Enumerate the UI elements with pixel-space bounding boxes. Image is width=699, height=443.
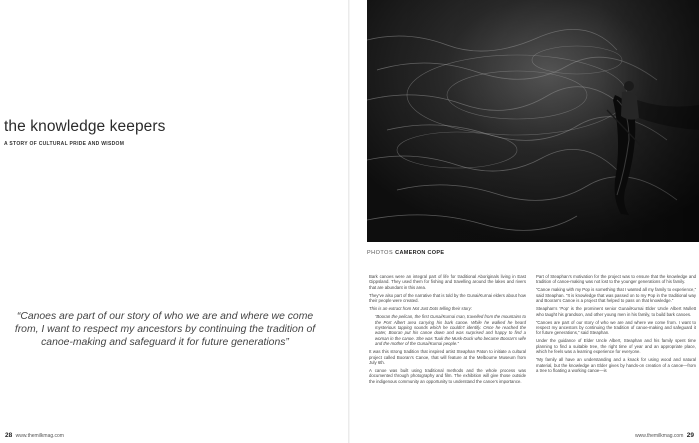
canoe-river-photo — [367, 0, 699, 242]
paragraph: “Canoes are part of our story of who we are and where we come from. I want to respect my ancestors by continuing the tradition of canoe-making and safeguard it for future generations,” said Steaphan. — [536, 319, 696, 336]
paragraph: Bark canoes were an integral part of life for traditional Aboriginals living in East Gippsland. They used them for fishing and travelling around the lakes and rivers that are abundant in this area. — [369, 274, 526, 290]
paragraph: Part of Steaphan’s motivation for the project was to ensure that the knowledge and tradition of canoe-making was not lost to the younger generations of his family. — [536, 274, 696, 285]
right-site-link[interactable]: www.themilkmag.com — [635, 433, 684, 439]
left-site-link[interactable]: www.themilkmag.com — [15, 433, 64, 439]
canoe-river-photo-art — [367, 0, 699, 242]
body-column-2 — [536, 274, 696, 376]
photo-credit-name: CAMERON COPE — [395, 250, 445, 256]
paragraph: Under the guidance of Elder Uncle Albert, Steaphan and his family spent time planning to find a suitable tree, the right time of year and an appropriate place, which he feels was a learning experience for everyone. — [536, 338, 696, 355]
paragraph: Steaphan’s ‘Pop’ is the prominent senior Gunai/Kurnai Elder Uncle Albert Mullett who taught his grandson, and other young men in his family, to build bark canoes. — [536, 306, 696, 317]
paragraph: This is an extract from Not Just Dots telling their story: — [369, 306, 472, 312]
body-column-1 — [369, 274, 526, 387]
right-folio — [635, 432, 696, 439]
paragraph: “My family all have an understanding and a knack for using wood and natural material, but the knowledge an Elder gives by hands-on creation of a canoe—from a tree to floating a working canoe—is — [536, 357, 696, 374]
right-page-number: 29 — [686, 432, 694, 439]
right-page — [350, 0, 699, 443]
left-page-number: 28 — [5, 432, 13, 439]
left-page — [0, 0, 349, 443]
article-subtitle: A STORY OF CULTURAL PRIDE AND WISDOM — [4, 141, 125, 147]
photo-credit — [367, 250, 444, 256]
paragraph: A canoe was built using traditional methods and the whole process was documented through photography and film. The exhibition will give those outside the indigenous community an opportunity to understand the canoe’s importance. — [369, 368, 526, 384]
pull-quote: “Canoes are part of our story of who we are and where we come from, I want to respect my ancestors by continuing the tradition of canoe-making and safeguard it for future generations” — [14, 311, 316, 348]
paragraph: It was this strong tradition that inspired artist Steaphan Paton to initiate a cultural project called Booran’s Canoe, that will feature at the Melbourne Museum from July 6th. — [369, 349, 526, 366]
article-title: the knowledge keepers — [4, 118, 166, 135]
paragraph: They’ve also part of the narrative that is told by the Gunai/Kurnai elders about how their people were created. — [369, 292, 526, 304]
left-folio — [3, 432, 64, 439]
photo-credit-label: PHOTOS — [367, 250, 394, 256]
paragraph: “Canoe making with my Pop is something that I wanted all my family to experience,” said Steaphan. “It is knowledge that was passed on to my Pop in the traditional way and Booran’s Canoe is a project that helped to pass on that knowledge.” — [536, 287, 696, 304]
excerpt-paragraph: “Booran the pelican, the first Gunai/Kurnai man, travelled from the mountains to the Port Albert area carrying his bark canoe. While he walked he heard mysterious tapping sounds which he couldn’t identify. Once he reached the water, Booran put his canoe down and was surprised and happy to find a woman in the canoe. She was Tuuk the Musk-Duck who became Booran’s wife and the mother of the Gunai/Kurnai people.” — [375, 314, 526, 347]
